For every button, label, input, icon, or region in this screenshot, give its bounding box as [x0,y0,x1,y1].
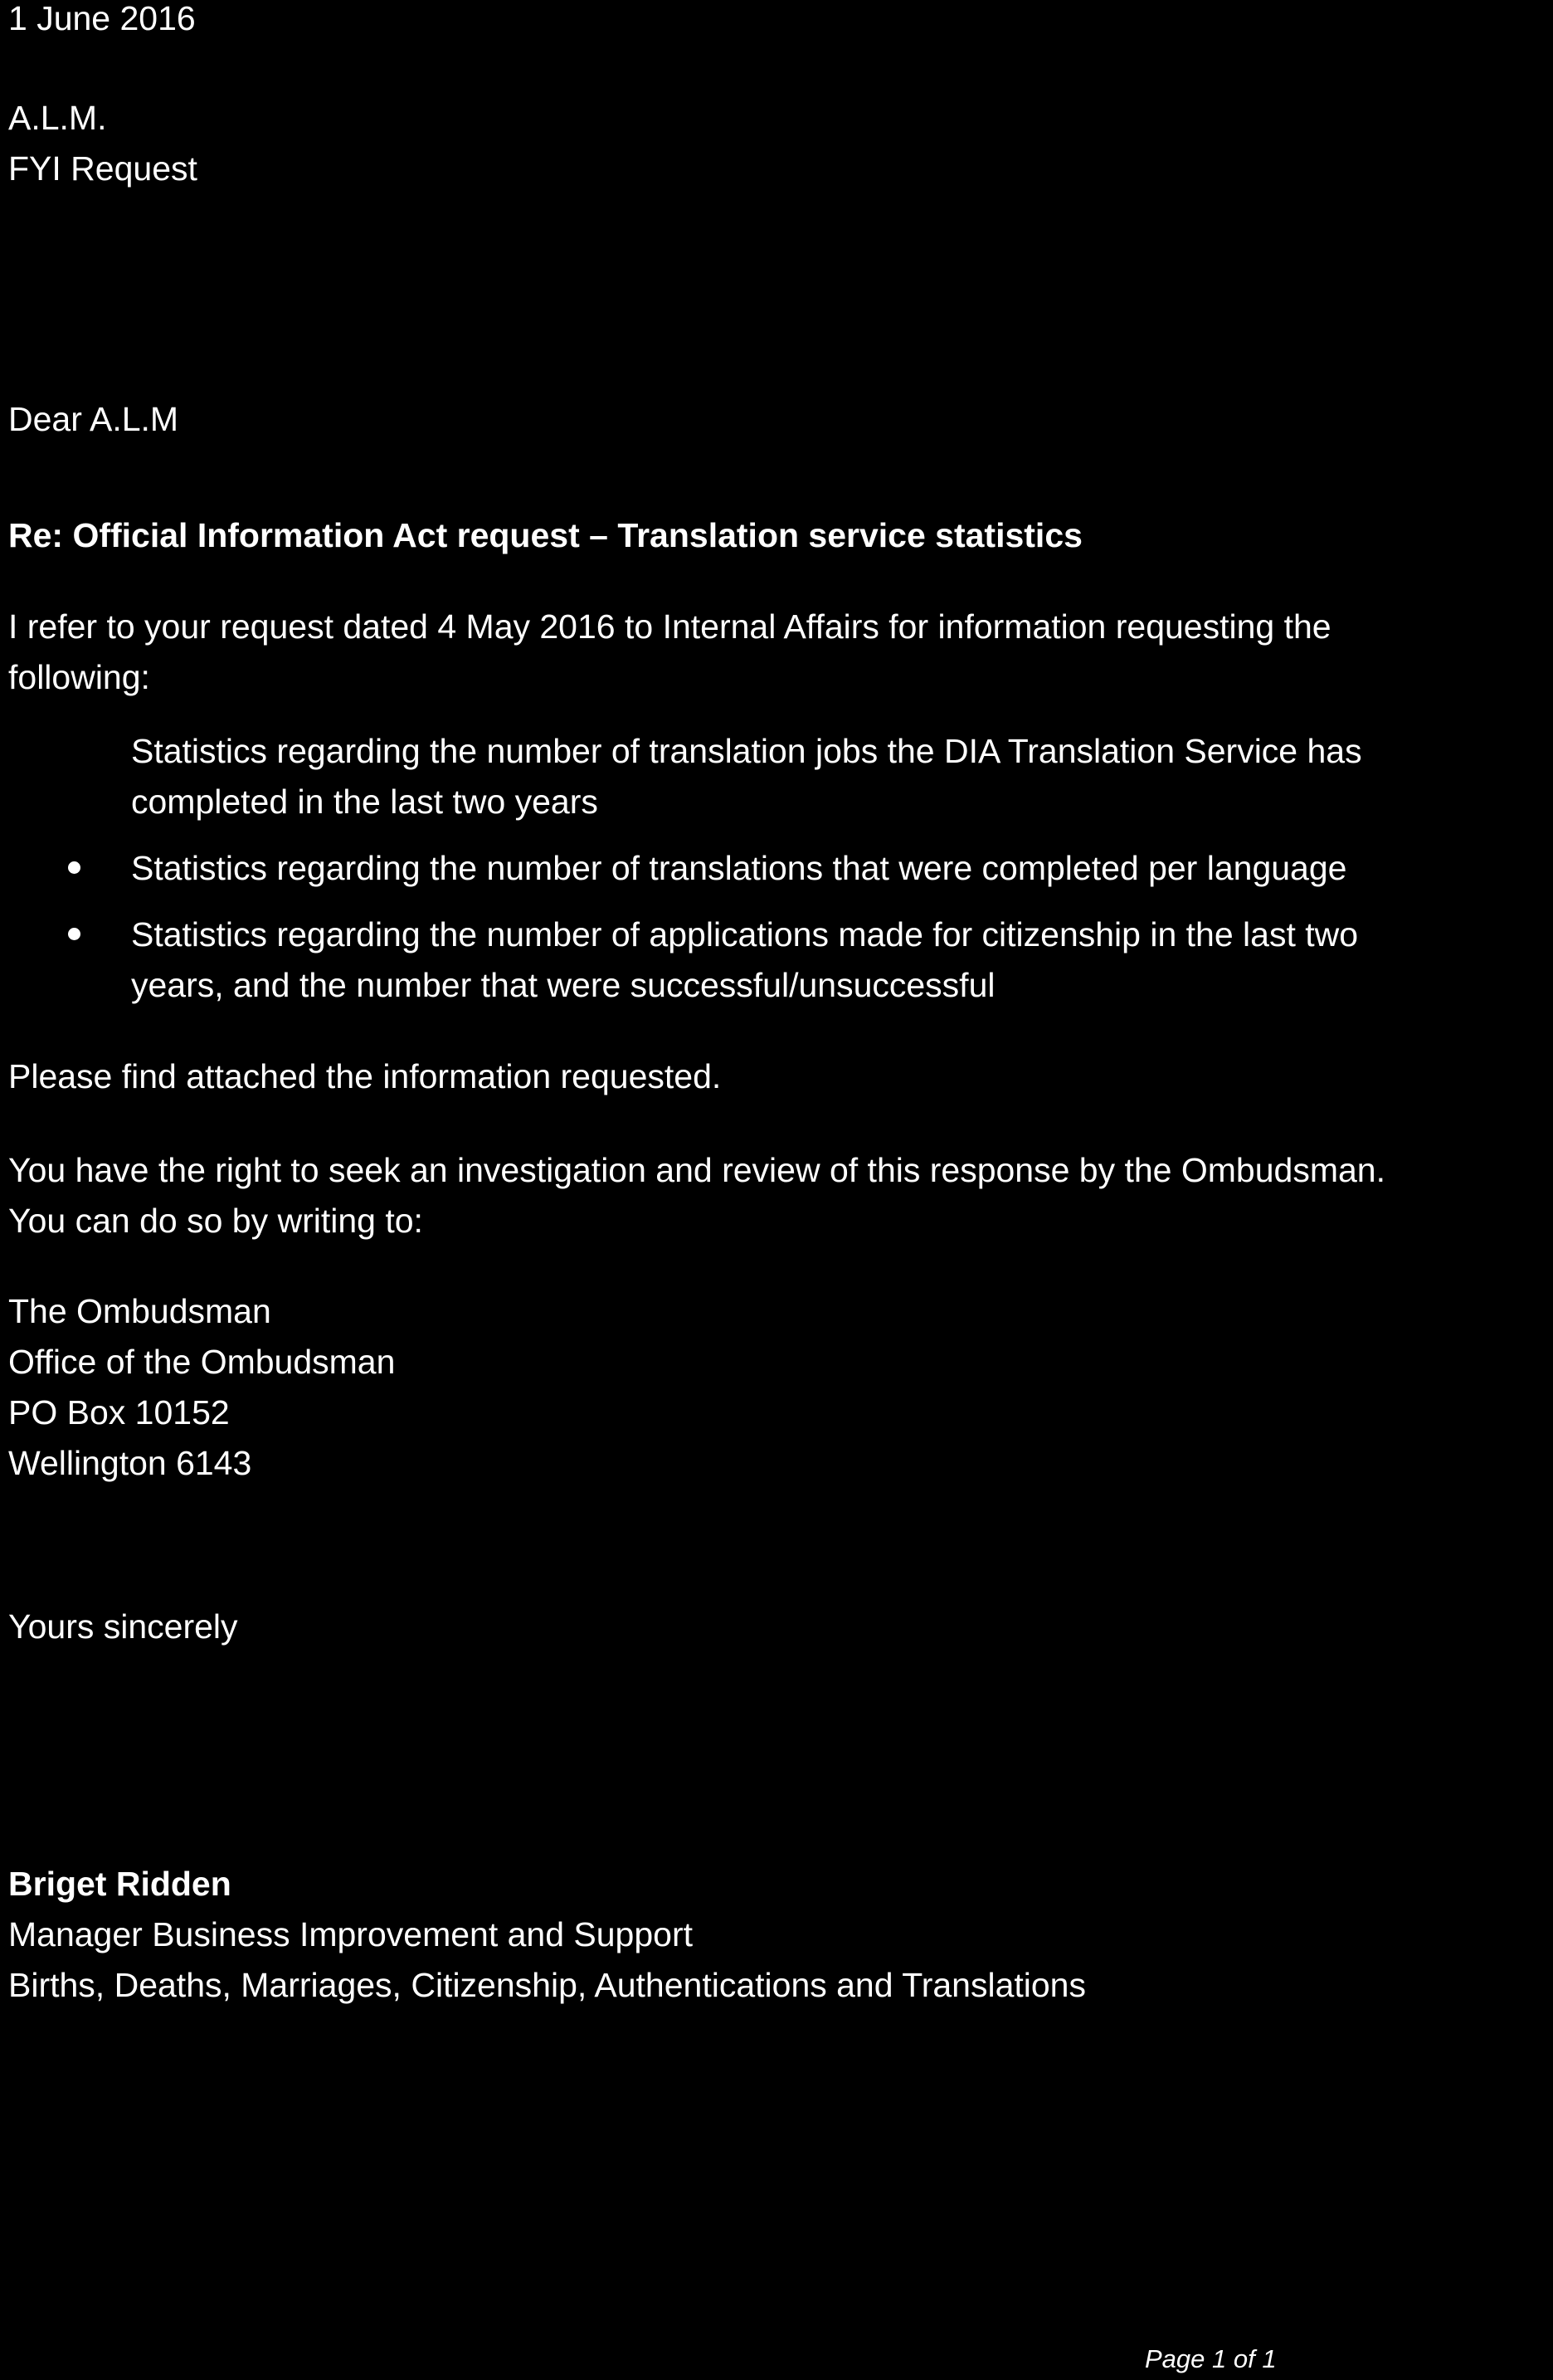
request-line: years, and the number that were successful/unsuccessful [131,966,996,1004]
rights-paragraph [8,1145,1553,1246]
recipient-organisation: FYI Request [8,149,197,188]
attached-note: Please find attached the information requested. [8,1057,722,1095]
request-list-item [0,726,1553,827]
signature-block [8,1859,1553,2011]
request-line: Statistics regarding the number of translation jobs the DIA Translation Service has [131,732,1362,770]
request-line: Statistics regarding the number of applications made for citizenship in the last two [131,915,1359,953]
closing: Yours sincerely [8,1607,238,1646]
request-list [0,726,1553,1011]
address-line: The Ombudsman [8,1292,271,1330]
signatory-name: Briget Ridden [8,1865,231,1903]
intro-line: I refer to your request dated 4 May 2016 to Internal Affairs for information requesting the [8,607,1331,646]
ombudsman-address [8,1286,1553,1489]
bullet-icon [68,744,80,757]
request-line: completed in the last two years [131,783,598,821]
request-list-item [0,843,1553,894]
rights-line: You can do so by writing to: [8,1202,423,1240]
intro-paragraph [8,602,1553,703]
salutation: Dear A.L.M [8,400,179,438]
signatory-title: Manager Business Improvement and Support [8,1915,694,1953]
address-line: Office of the Ombudsman [8,1343,396,1381]
intro-line: following: [8,658,150,696]
recipient-block [8,93,1553,194]
subject-line: Re: Official Information Act request – Translation service statistics [8,516,1083,554]
request-list-item [0,910,1553,1011]
request-line: Statistics regarding the number of translations that were completed per language [131,849,1347,887]
recipient-name: A.L.M. [8,99,107,137]
rights-line: You have the right to seek an investigation and review of this response by the Ombudsman. [8,1151,1385,1189]
bullet-icon [68,928,80,940]
address-line: PO Box 10152 [8,1393,230,1431]
bullet-icon [68,861,80,874]
page-number: Page 1 of 1 [1145,2344,1277,2373]
address-line: Wellington 6143 [8,1444,252,1482]
letter-date: 1 June 2016 [8,0,196,37]
signatory-department: Births, Deaths, Marriages, Citizenship, Authentications and Translations [8,1966,1086,2004]
